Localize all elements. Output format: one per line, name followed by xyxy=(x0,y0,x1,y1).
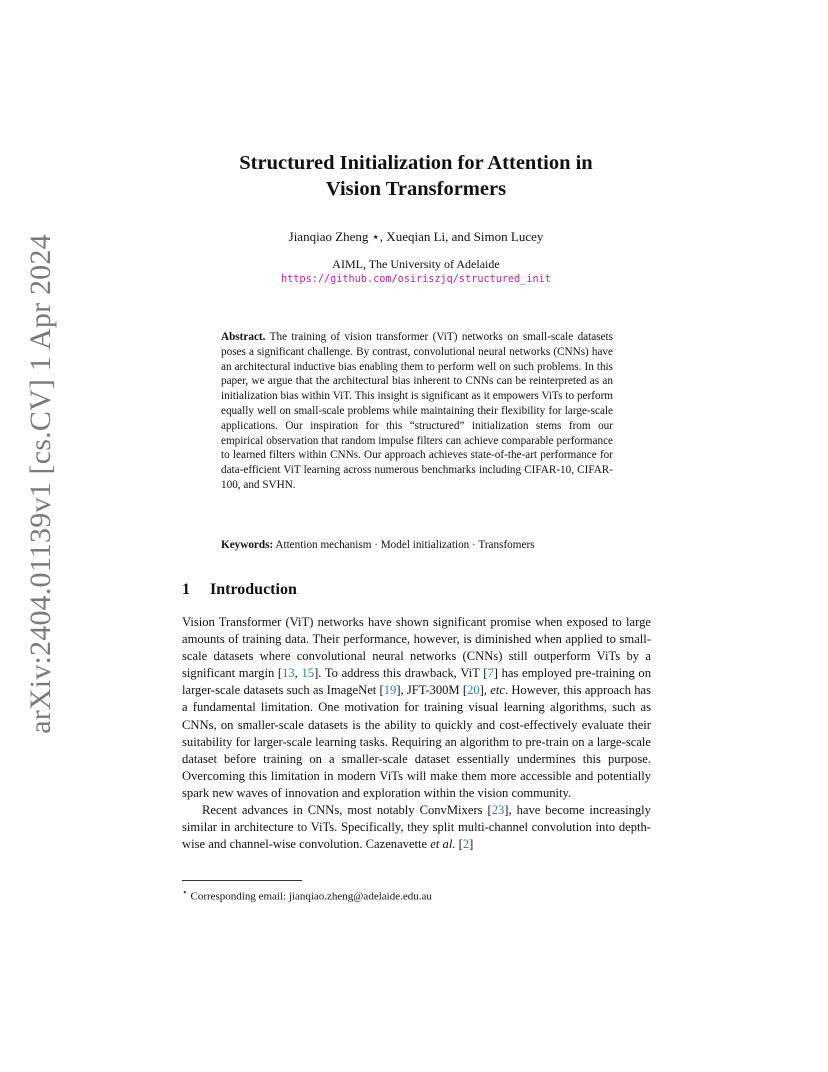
text-run-italic: et al. xyxy=(430,837,456,852)
text-run: ]. To address this drawback, ViT [ xyxy=(314,666,488,681)
abstract xyxy=(221,330,613,493)
author-list: Jianqiao Zheng ⋆, Xueqian Li, and Simon Lucey xyxy=(288,229,544,244)
citation-link[interactable]: 7 xyxy=(487,666,494,681)
introduction-body xyxy=(182,614,651,853)
text-run: . However, this approach has a fundamental limitation. One motivation for training visual learning algorithms, such as CNNs, on smaller-scale datasets is the ability to quickly and cost-effectively evaluate their suitability for larger-scale learning tasks. Requiring an algorithm to pre-train on a large-scale dataset before training on a smaller-scale dataset essentially undermines this purpose. Overcoming this limitation in modern ViTs will make them more accessible and potentially spark new waves of innovation and exploration within the vision community. xyxy=(182,683,651,800)
citation-link[interactable]: 23 xyxy=(491,803,505,818)
text-run: ] has employed pre-training on larger-scale datasets such as ImageNet [ xyxy=(182,666,651,698)
section-title: Introduction xyxy=(210,581,297,598)
abstract-text: The training of vision transformer (ViT) networks on small-scale datasets poses a significant challenge. By contrast, convolutional neural networks (CNNs) have an architectural inductive bias enabling them to perform well on such problems. In this paper, we argue that the architectural bias inherent to CNNs can be reinterpreted as an initialization bias within ViT. This insight is significant as it empowers ViTs to perform equally well on small-scale problems while maintaining their flexibility for large-scale applications. Our inspiration for this “structured” initialization stems from our empirical observation that random impulse filters can achieve comparable performance to learned filters within CNNs. Our approach achieves state-of-the-art performance for data-efficient ViT learning across numerous benchmarks including CIFAR-10, CIFAR-100, and SVHN. xyxy=(221,331,613,491)
text-run: ], xyxy=(479,683,491,698)
text-run: ], JFT-300M [ xyxy=(396,683,468,698)
citation-link[interactable]: 15 xyxy=(301,666,315,681)
affiliation-block xyxy=(150,257,682,287)
affiliation: AIML, The University of Adelaide xyxy=(332,257,500,271)
keywords-text: Attention mechanism · Model initialization · Transfomers xyxy=(275,539,535,551)
keywords-label: Keywords: xyxy=(221,539,274,551)
intro-paragraph-1 xyxy=(182,614,651,802)
text-run-italic: etc xyxy=(490,683,505,698)
title-line-2: Vision Transformers xyxy=(325,178,507,200)
footnote-text: Corresponding email: jianqiao.zheng@adelaide.edu.au xyxy=(190,890,432,903)
citation-link[interactable]: 20 xyxy=(467,683,480,698)
citation-link[interactable]: 13 xyxy=(282,666,295,681)
citation-link[interactable]: 2 xyxy=(462,837,470,852)
footnote-divider xyxy=(182,880,302,881)
text-run: Recent advances in CNNs, most notably ConvMixers [ xyxy=(202,803,492,818)
intro-paragraph-2 xyxy=(182,802,651,853)
text-run: Vision Transformer (ViT) networks have shown significant promise when exposed to large amounts of training data. Their performance, however, is diminished when applied to small-scale datasets where convolutional neural networks (CNNs) still outperform ViTs by a significant margin [ xyxy=(182,615,651,681)
github-link[interactable]: https://github.com/osiriszjq/structured_init xyxy=(281,274,551,285)
title-line-1: Structured Initialization for Attention in xyxy=(239,152,593,174)
section-heading xyxy=(182,580,297,600)
text-run: ], have become increasingly similar in architecture to ViTs. Specifically, they split multi-channel convolution into depth-wise and channel-wise convolution. Cazenavette xyxy=(182,803,651,852)
text-run: ] xyxy=(469,837,474,852)
arxiv-identifier: arXiv:2404.01139v1 [cs.CV] 1 Apr 2024 xyxy=(24,233,58,734)
section-number: 1 xyxy=(182,581,190,598)
footnote xyxy=(182,885,651,904)
arxiv-sidebar-stamp xyxy=(6,233,76,734)
text-run: , xyxy=(294,666,302,681)
paper-title xyxy=(150,150,682,202)
citation-link[interactable]: 19 xyxy=(383,683,397,698)
text-run: [ xyxy=(455,837,463,852)
keywords xyxy=(221,538,621,553)
abstract-label: Abstract. xyxy=(221,331,266,343)
footnote-marker: ⋆ xyxy=(182,887,188,897)
